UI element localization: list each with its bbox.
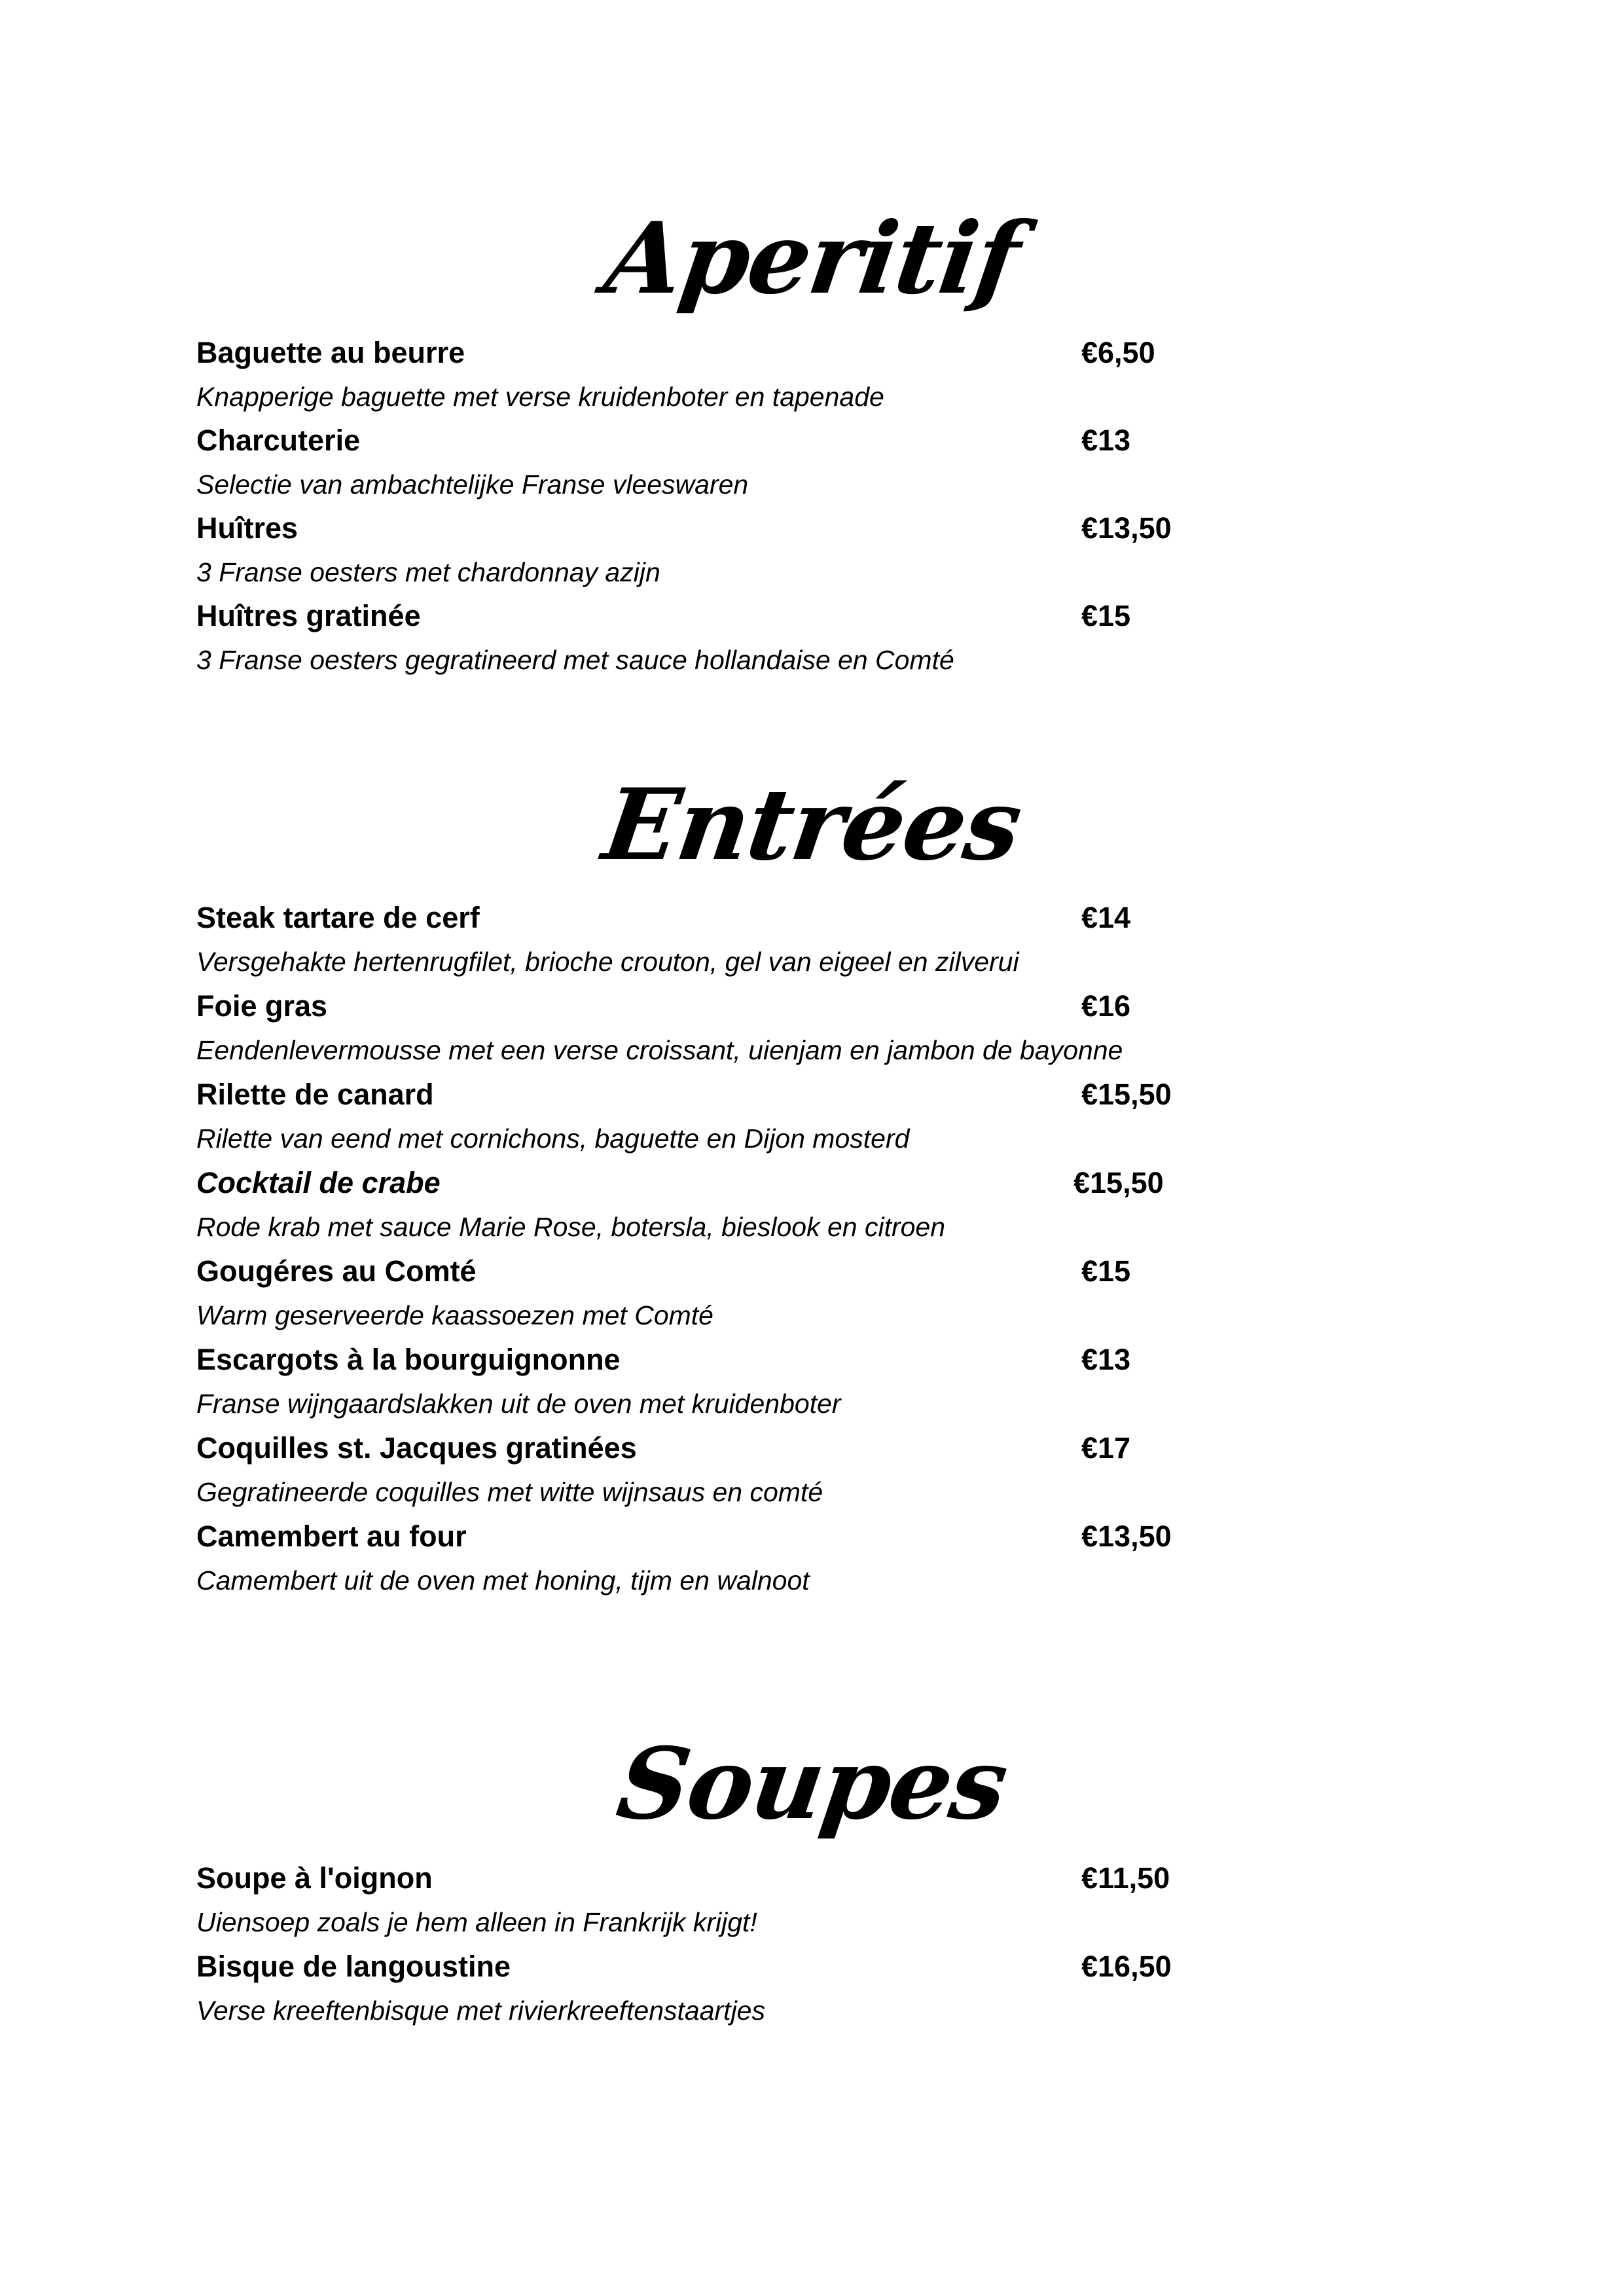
item-price: €11,50 [1081,1861,1170,1895]
menu-item [0,1341,1624,1429]
item-name: Foie gras [196,989,328,1023]
menu-item [0,1948,1624,2036]
menu-item [0,1430,1624,1518]
item-description: 3 Franse oesters gegratineerd met sauce hollandaise en Comté [196,645,954,675]
item-name: Baguette au beurre [196,336,465,369]
item-description: Selectie van ambachtelijke Franse vleeswaren [196,469,749,500]
item-name: Gougéres au Comté [196,1254,477,1288]
item-description: Verse kreeftenbisque met rivierkreeftenstaartjes [196,1995,765,2026]
menu-item [0,1076,1624,1164]
menu-item [0,1518,1624,1606]
item-description: Franse wijngaardslakken uit de oven met kruidenboter [196,1389,841,1419]
menu-item [0,598,1624,685]
item-price: €13 [1081,424,1131,457]
menu-item [0,988,1624,1076]
menu-item [0,1860,1624,1948]
item-name: Huîtres [196,511,298,545]
item-price: €17 [1081,1431,1131,1465]
menu-item [0,422,1624,510]
item-description: Uiensoep zoals je hem alleen in Frankrijk krijgt! [196,1907,757,1937]
item-price: €13,50 [1081,511,1172,545]
item-price: €16 [1081,989,1131,1023]
item-description: Knapperige baguette met verse kruidenboter en tapenade [196,382,884,412]
item-name: Rilette de canard [196,1078,434,1111]
item-name: Soupe à l'oignon [196,1861,433,1895]
item-price: €16,50 [1081,1950,1172,1983]
menu-item [0,1165,1624,1252]
item-description: Camembert uit de oven met honing, tijm en walnoot [196,1565,810,1595]
menu-item [0,1253,1624,1341]
item-name: Charcuterie [196,424,361,457]
item-price: €13,50 [1081,1520,1172,1553]
item-price: €15,50 [1074,1166,1164,1199]
item-description: Rilette van eend met cornichons, baguette en Dijon mosterd [196,1123,910,1154]
section-title: Soupes [611,1726,1013,1842]
menu-item [0,900,1624,987]
section-title: Aperitif [598,201,1026,316]
item-price: €13 [1081,1343,1131,1376]
item-price: €15 [1081,1254,1131,1288]
item-name: Bisque de langoustine [196,1950,511,1983]
item-name: Escargots à la bourguignonne [196,1343,621,1376]
item-price: €14 [1081,901,1131,934]
item-name: Cocktail de crabe [196,1166,441,1199]
item-description: Gegratineerde coquilles met witte wijnsaus en comté [196,1477,823,1507]
item-name: Camembert au four [196,1520,467,1553]
item-name: Coquilles st. Jacques gratinées [196,1431,637,1465]
item-description: Rode krab met sauce Marie Rose, botersla, bieslook en citroen [196,1212,946,1242]
item-price: €15,50 [1081,1078,1172,1111]
item-description: Warm geserveerde kaassoezen met Comté [196,1300,713,1330]
menu-item [0,335,1624,422]
item-description: Versgehakte hertenrugfilet, brioche crouton, gel van eigeel en zilverui [196,947,1019,977]
item-description: Eendenlevermousse met een verse croissant, uienjam en jambon de bayonne [196,1035,1123,1065]
item-price: €15 [1081,599,1131,632]
section-title: Entrées [596,767,1028,883]
menu-item [0,510,1624,598]
item-name: Huîtres gratinée [196,599,421,632]
item-price: €6,50 [1081,336,1155,369]
item-description: 3 Franse oesters met chardonnay azijn [196,557,660,587]
item-name: Steak tartare de cerf [196,901,480,934]
